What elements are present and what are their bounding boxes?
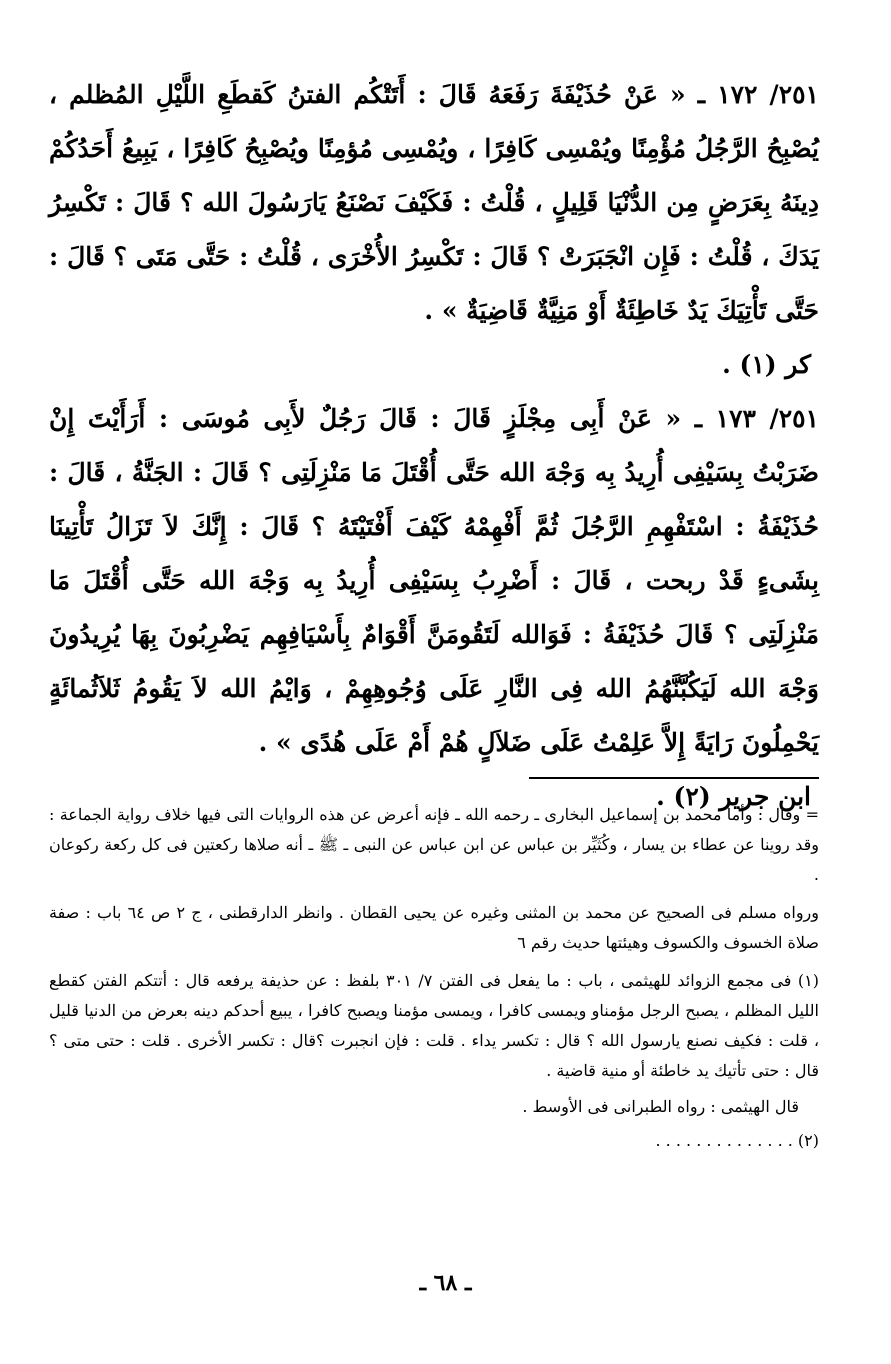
- main-text: [49, 68, 819, 824]
- footnote-continuation: = وقال : وأما محمد بن إسماعيل البخارى ـ رحمه الله ـ فإنه أعرض عن هذه الروايات التى فيها خلاف رواية الجماعة : وقد روينا عن عطاء بن يسار ، وكُثَيِّر بن عباس عن ابن عباس عن النبى ـ ﷺ ـ أنه صلاها ركعتين فى كل ركعة ركوعان .: [49, 805, 819, 884]
- hadith-number: ٢٥١/ ١٧٣ ـ: [694, 404, 819, 433]
- footnote-1: (١) فى مجمع الزوائد للهيثمى ، باب : ما يفعل فى الفتن ٧/ ٣٠١ بلفظ : عن حذيفة يرفعه قال : أتتكم الفتن كقطع الليل المظلم ، يصبح الرجل مؤمناو ويمسى كافرا ، ويمسى مؤمنا ويصبح كافرا ، يبيع أحدكم دينه بعرض من الدنيا قليل ، قلت : فكيف نصنع يارسول الله ؟ قال : تكسر يداء . قلت : فإن انجبرت ؟قال : تكسر الأخرى . قلت : حتى متى ؟ قال : حتى تأتيك يد خاطئة أو منية قاضية .: [49, 971, 820, 1080]
- footnote-1-remark: قال الهيثمى : رواه الطبرانى فى الأوسط .: [522, 1097, 799, 1116]
- footnote-separator: [529, 777, 819, 779]
- hadith-173: [49, 392, 819, 770]
- hadith-text: « عَنْ أَبِى مِجْلَزٍ قَالَ : قَالَ رَجُلٌ لأَبِى مُوسَى : أَرَأَيْتَ إِنْ ضَرَبْتُ بِسَيْفِى أُرِيدُ بِه وَجْهَ الله حَتَّى أُقْتَلَ مَا مَنْزِلَتِى ؟ قَالَ : الجَنَّةُ ، قَالَ : حُذَيْفَةُ : اسْتَفْهِمِ الرَّجُلَ ثُمَّ أَفْهِمْهُ كَيْفَ أَفْتَيْتَهُ ؟ قَالَ : إِنَّكَ لاَ تَزَالُ تَأْتِينَا بِشَىءٍ قَدْ ربحت ، قَالَ : أَضْرِبُ بِسَيْفِى أُرِيدُ بِه وَجْهَ الله حَتَّى أُقْتَلَ مَا مَنْزِلَتِى ؟ قَالَ حُذَيْفَةُ : فَوَالله لَتَقُومَنَّ أَقْوَامٌ بِأَسْيَافِهِم يَضْرِبُونَ بِهَا يُرِيدُونَ وَجْهَ الله لَيَكُبَّنَّهُمُ الله فِى النَّارِ عَلَى وُجُوهِهِمْ ، وَايْمُ الله لاَ يَقُومُ ثَلاَثُمائَةٍ يَحْمِلُونَ رَايَةً إِلاَّ عَلِمْتُ عَلَى ضَلاَلٍ هُمْ أَمْ عَلَى هُدًى » .: [49, 404, 819, 757]
- hadith-text: « عَنْ حُذَيْفَةَ رَفَعَهُ قَالَ : أَتَتْكُم الفتنُ كَقطَعِ اللَّيْلِ المُظلم ، يُصْبِحُ الرَّجُلُ مُؤْمِنًا ويُمْسِى كَافِرًا ، ويُمْسِى مُؤمِنًا ويُصْبِحُ كَافِرًا ، يَبِيعُ أَحَدُكُمْ دِينَهُ بِعَرَضٍ مِن الدُّنْيَا قَلِيلٍ ، قُلْتُ : فَكَيْفَ نَصْنَعُ يَارَسُولَ الله ؟ قَالَ : تَكْسِرُ يَدَكَ ، قُلْتُ : فَإِن انْجَبَرَتْ ؟ قَالَ : تَكْسِرُ الأُخْرَى ، قُلْتُ : حَتَّى مَتَى ؟ قَالَ : حَتَّى تَأْتِيَكَ يَدٌ خَاطِئَةٌ أَوْ مَنِيَّةٌ قَاضِيَةٌ » .: [49, 80, 819, 325]
- hadith-source: كر (١) .: [722, 350, 811, 379]
- hadith-number: ٢٥١/ ١٧٢ ـ: [697, 80, 819, 109]
- footnote-continuation-2: ورواه مسلم فى الصحيح عن محمد بن المثنى وغيره عن يحيى القطان . وانظر الدارقطنى ، ج ٢ ص ٦٤ باب : صفة صلاة الخسوف والكسوف وهيئتها حديث رقم ٦: [49, 903, 819, 952]
- hadith-source: ابن جرير (٢) .: [656, 782, 811, 811]
- footnote-2: (٢) . . . . . . . . . . . . . .: [655, 1131, 819, 1150]
- footnotes: [49, 800, 819, 1164]
- hadith-172: [49, 68, 819, 338]
- page-number: ـ ٦٨ ـ: [419, 1270, 472, 1296]
